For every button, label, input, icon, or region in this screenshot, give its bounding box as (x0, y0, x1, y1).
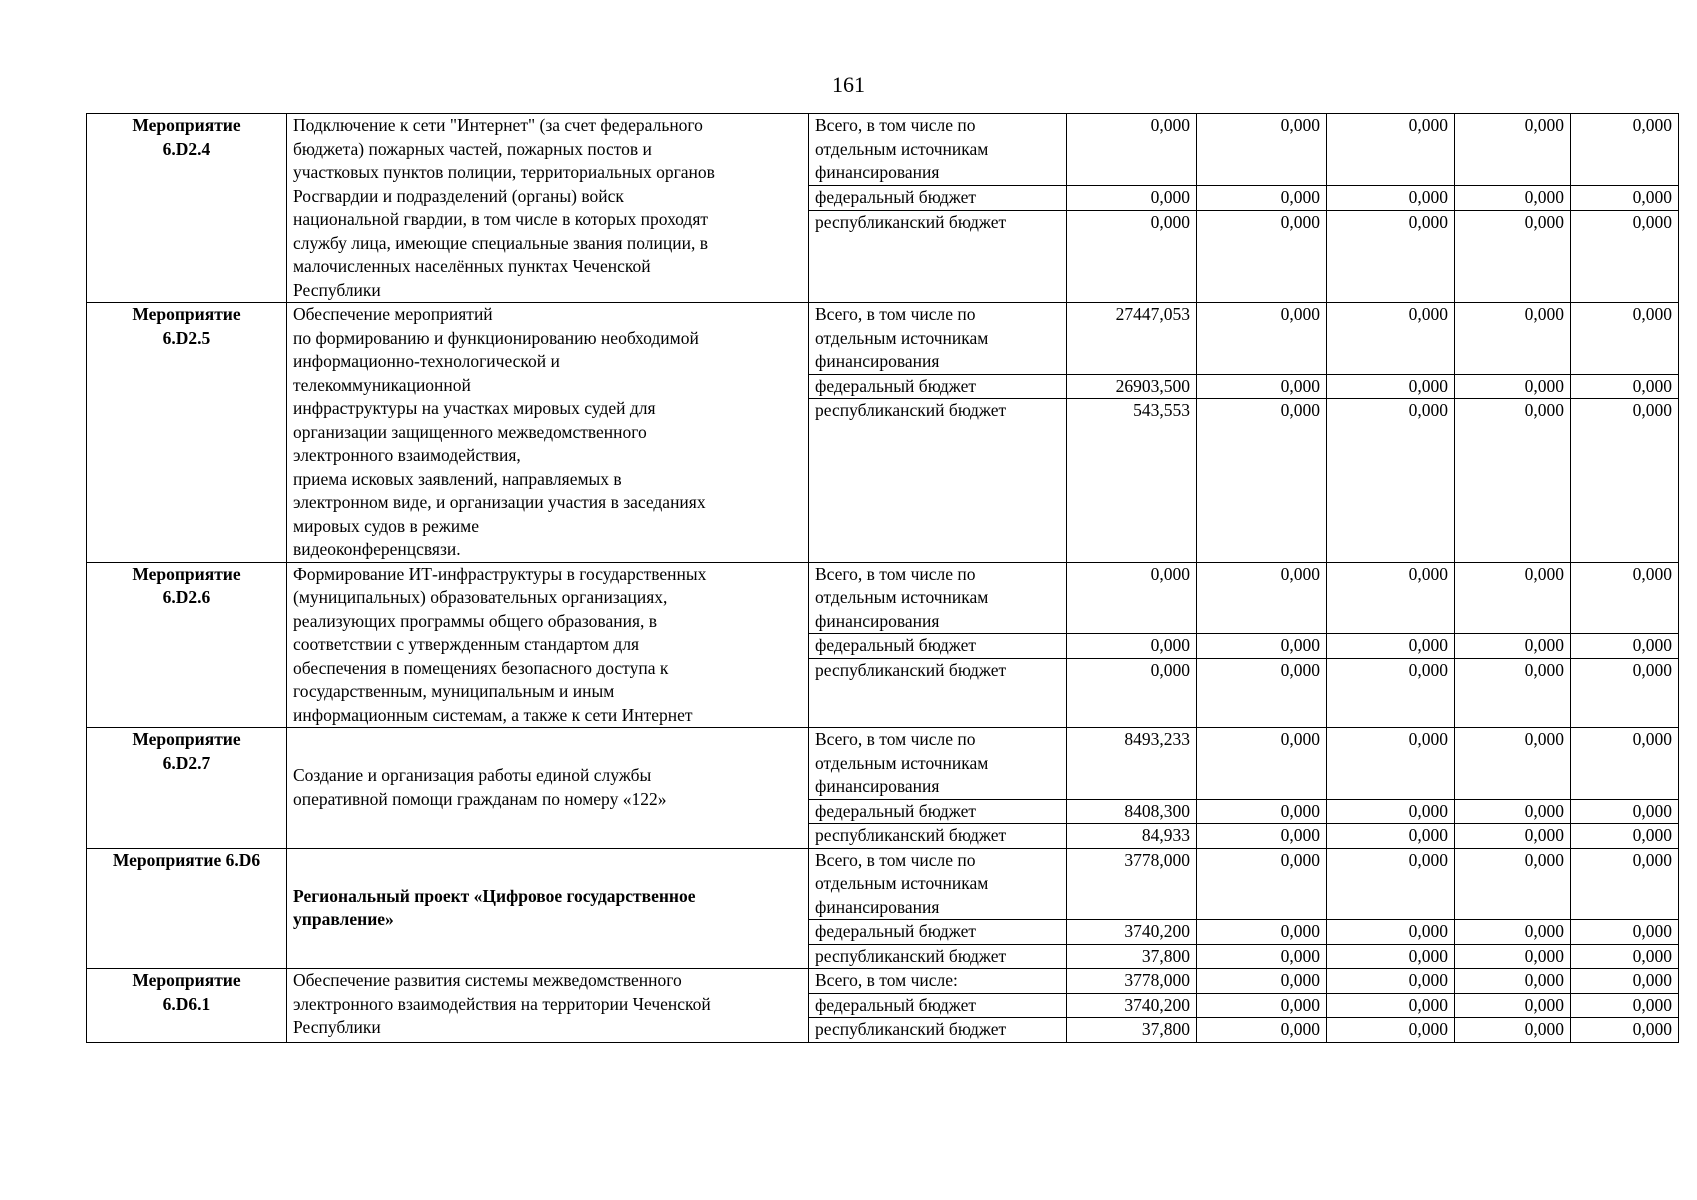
value-cell: 0,000 (1455, 824, 1571, 849)
funding-source: республиканский бюджет (809, 658, 1067, 727)
value-cell: 0,000 (1455, 399, 1571, 562)
funding-source: федеральный бюджет (809, 185, 1067, 210)
value-cell: 84,933 (1067, 824, 1197, 849)
value-cell: 0,000 (1455, 658, 1571, 727)
value-cell: 0,000 (1327, 634, 1455, 659)
value-cell: 0,000 (1327, 185, 1455, 210)
event-code: Мероприятие 6.D2.7 (87, 728, 287, 849)
value-cell: 0,000 (1455, 848, 1571, 920)
value-cell: 0,000 (1327, 1018, 1455, 1043)
event-code: Мероприятие 6.D2.5 (87, 303, 287, 563)
value-cell: 0,000 (1327, 658, 1455, 727)
funding-source: федеральный бюджет (809, 993, 1067, 1018)
event-code: Мероприятие 6.D6.1 (87, 969, 287, 1043)
funding-source: Всего, в том числе по отдельным источникам финансирования (809, 848, 1067, 920)
funding-source: федеральный бюджет (809, 799, 1067, 824)
value-cell: 0,000 (1455, 993, 1571, 1018)
funding-source: республиканский бюджет (809, 210, 1067, 303)
value-cell: 0,000 (1571, 634, 1679, 659)
value-cell: 0,000 (1455, 303, 1571, 375)
value-cell: 0,000 (1455, 114, 1571, 186)
value-cell: 0,000 (1197, 824, 1327, 849)
value-cell: 8493,233 (1067, 728, 1197, 800)
value-cell: 0,000 (1455, 969, 1571, 994)
table-row (87, 303, 1679, 375)
value-cell: 0,000 (1571, 728, 1679, 800)
value-cell: 37,800 (1067, 1018, 1197, 1043)
value-cell: 0,000 (1571, 824, 1679, 849)
value-cell: 0,000 (1571, 210, 1679, 303)
value-cell: 0,000 (1571, 303, 1679, 375)
value-cell: 3778,000 (1067, 848, 1197, 920)
value-cell: 0,000 (1327, 848, 1455, 920)
event-description: Формирование ИТ-инфраструктуры в государственных (муниципальных) образовательных организациях, реализующих программы общего образования, в соответствии с утвержденным стандартом для обеспечения в помещениях безопасного доступа к государственным, муниципальным и иным информационным системам, а также к сети Интернет (287, 562, 809, 728)
value-cell: 0,000 (1571, 799, 1679, 824)
event-code: Мероприятие 6.D6 (87, 848, 287, 969)
value-cell: 0,000 (1455, 562, 1571, 634)
value-cell: 0,000 (1571, 562, 1679, 634)
value-cell: 0,000 (1571, 944, 1679, 969)
value-cell: 0,000 (1571, 1018, 1679, 1043)
value-cell: 543,553 (1067, 399, 1197, 562)
event-description: Подключение к сети "Интернет" (за счет федерального бюджета) пожарных частей, пожарных постов и участковых пунктов полиции, территориальных органов Росгвардии и подразделений (органы) войск национальной гвардии, в том числе в которых проходят службу лица, имеющие специальные звания полиции, в малочисленных населённых пунктах Чеченской Республики (287, 114, 809, 303)
value-cell: 27447,053 (1067, 303, 1197, 375)
value-cell: 0,000 (1327, 944, 1455, 969)
funding-source: республиканский бюджет (809, 1018, 1067, 1043)
funding-source: федеральный бюджет (809, 374, 1067, 399)
value-cell: 3778,000 (1067, 969, 1197, 994)
value-cell: 0,000 (1067, 562, 1197, 634)
value-cell: 0,000 (1571, 374, 1679, 399)
funding-source: Всего, в том числе: (809, 969, 1067, 994)
value-cell: 0,000 (1455, 944, 1571, 969)
value-cell: 0,000 (1571, 114, 1679, 186)
value-cell: 0,000 (1197, 799, 1327, 824)
value-cell: 0,000 (1067, 185, 1197, 210)
value-cell: 0,000 (1327, 920, 1455, 945)
value-cell: 0,000 (1571, 399, 1679, 562)
value-cell: 0,000 (1197, 374, 1327, 399)
value-cell: 0,000 (1197, 210, 1327, 303)
value-cell: 0,000 (1327, 374, 1455, 399)
value-cell: 26903,500 (1067, 374, 1197, 399)
event-code: Мероприятие 6.D2.4 (87, 114, 287, 303)
value-cell: 8408,300 (1067, 799, 1197, 824)
value-cell: 0,000 (1571, 920, 1679, 945)
table-row (87, 728, 1679, 800)
value-cell: 3740,200 (1067, 920, 1197, 945)
value-cell: 0,000 (1197, 848, 1327, 920)
value-cell: 0,000 (1197, 944, 1327, 969)
value-cell: 0,000 (1455, 185, 1571, 210)
value-cell: 0,000 (1067, 634, 1197, 659)
value-cell: 0,000 (1327, 799, 1455, 824)
value-cell: 0,000 (1455, 920, 1571, 945)
value-cell: 0,000 (1067, 210, 1197, 303)
value-cell: 3740,200 (1067, 993, 1197, 1018)
value-cell: 0,000 (1327, 824, 1455, 849)
event-code: Мероприятие 6.D2.6 (87, 562, 287, 728)
value-cell: 0,000 (1197, 399, 1327, 562)
table-row (87, 114, 1679, 186)
value-cell: 0,000 (1197, 303, 1327, 375)
event-description: Создание и организация работы единой службы оперативной помощи гражданам по номеру «122» (287, 728, 809, 849)
value-cell: 0,000 (1455, 374, 1571, 399)
value-cell: 0,000 (1455, 634, 1571, 659)
value-cell: 0,000 (1571, 185, 1679, 210)
funding-source: республиканский бюджет (809, 399, 1067, 562)
value-cell: 0,000 (1327, 114, 1455, 186)
value-cell: 0,000 (1067, 658, 1197, 727)
event-description: Обеспечение развития системы межведомственного электронного взаимодействия на территории Чеченской Республики (287, 969, 809, 1043)
funding-source: федеральный бюджет (809, 920, 1067, 945)
value-cell: 0,000 (1327, 562, 1455, 634)
value-cell: 37,800 (1067, 944, 1197, 969)
value-cell: 0,000 (1197, 969, 1327, 994)
funding-source: Всего, в том числе по отдельным источникам финансирования (809, 728, 1067, 800)
value-cell: 0,000 (1455, 728, 1571, 800)
value-cell: 0,000 (1197, 634, 1327, 659)
funding-source: Всего, в том числе по отдельным источникам финансирования (809, 303, 1067, 375)
table-row (87, 562, 1679, 634)
value-cell: 0,000 (1327, 210, 1455, 303)
value-cell: 0,000 (1571, 848, 1679, 920)
value-cell: 0,000 (1327, 303, 1455, 375)
value-cell: 0,000 (1455, 210, 1571, 303)
funding-source: республиканский бюджет (809, 944, 1067, 969)
value-cell: 0,000 (1327, 728, 1455, 800)
value-cell: 0,000 (1067, 114, 1197, 186)
value-cell: 0,000 (1197, 1018, 1327, 1043)
budget-table (86, 113, 1679, 1043)
funding-source: Всего, в том числе по отдельным источникам финансирования (809, 114, 1067, 186)
table-row (87, 969, 1679, 994)
funding-source: Всего, в том числе по отдельным источникам финансирования (809, 562, 1067, 634)
value-cell: 0,000 (1197, 562, 1327, 634)
funding-source: федеральный бюджет (809, 634, 1067, 659)
funding-source: республиканский бюджет (809, 824, 1067, 849)
value-cell: 0,000 (1197, 114, 1327, 186)
event-description: Региональный проект «Цифровое государственное управление» (287, 848, 809, 969)
table-row (87, 848, 1679, 920)
value-cell: 0,000 (1197, 728, 1327, 800)
value-cell: 0,000 (1327, 969, 1455, 994)
value-cell: 0,000 (1571, 969, 1679, 994)
value-cell: 0,000 (1327, 993, 1455, 1018)
value-cell: 0,000 (1197, 185, 1327, 210)
event-description: Обеспечение мероприятий по формированию и функционированию необходимой информационно-технологической и телекоммуникационной инфраструктуры на участках мировых судей для организации защищенного межведомственного электронного взаимодействия, приема исковых заявлений, направляемых в электронном виде, и организации участия в заседаниях мировых судов в режиме видеоконференцсвязи. (287, 303, 809, 563)
value-cell: 0,000 (1571, 658, 1679, 727)
value-cell: 0,000 (1197, 993, 1327, 1018)
page-number: 161 (832, 72, 865, 97)
value-cell: 0,000 (1455, 1018, 1571, 1043)
value-cell: 0,000 (1327, 399, 1455, 562)
value-cell: 0,000 (1197, 920, 1327, 945)
value-cell: 0,000 (1455, 799, 1571, 824)
value-cell: 0,000 (1571, 993, 1679, 1018)
value-cell: 0,000 (1197, 658, 1327, 727)
